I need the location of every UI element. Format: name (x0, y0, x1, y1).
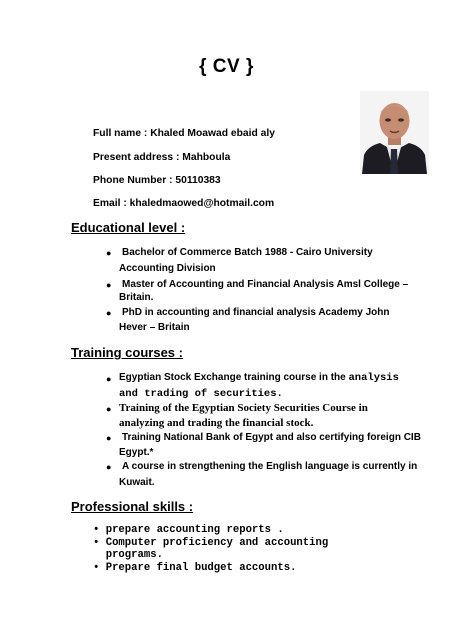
training-item-2-line2: analyzing and trading the financial stock. (119, 417, 314, 429)
skills-heading: Professional skills : (71, 499, 194, 514)
profile-photo (360, 91, 429, 174)
training-heading: Training courses : (71, 345, 183, 360)
bullet-icon: ● (106, 404, 112, 414)
bullet-icon: ● (106, 374, 112, 384)
bullet-icon: ● (106, 433, 112, 443)
skill-line-1: • prepare accounting reports . (93, 524, 284, 536)
skill-line-2: • Computer proficiency and accounting (93, 537, 329, 549)
full-name: Full name : Khaled Moawad ebaid aly (93, 128, 275, 139)
education-item-3-line1: PhD in accounting and financial analysis Academy John (122, 307, 390, 318)
bullet-icon: ● (106, 280, 112, 290)
training-item-1-mono: analysis (348, 372, 399, 384)
training-item-4-line1: A course in strengthening the English language is currently in (122, 461, 418, 472)
education-heading: Educational level : (71, 220, 186, 235)
training-item-1-line2: and trading of securities. (119, 388, 283, 400)
bullet-icon: ● (106, 462, 112, 472)
present-address: Present address : Mahboula (93, 152, 231, 163)
skill-line-4: • Prepare final budget accounts. (93, 562, 297, 574)
education-item-3-line2: Hever – Britain (119, 322, 190, 333)
training-item-4-line2: Kuwait. (119, 477, 155, 488)
education-item-1-line2: Accounting Division (119, 263, 216, 274)
bullet-icon: ● (106, 308, 112, 318)
training-item-3-line2: Egypt.* (119, 447, 154, 458)
education-item-2-line2: Britain. (119, 292, 154, 303)
education-item-2-line1: Master of Accounting and Financial Analysis Amsl College – (122, 279, 409, 290)
education-item-1-line1: Bachelor of Commerce Batch 1988 - Cairo University (122, 247, 373, 258)
training-item-2-line1: Training of the Egyptian Society Securities Course in (119, 402, 368, 414)
profile-photo-image (360, 91, 429, 174)
skill-line-3: programs. (93, 549, 163, 561)
training-item-3-line1: Training National Bank of Egypt and also certifying foreign CIB (122, 432, 421, 443)
cv-title: { CV } (199, 56, 254, 77)
email: Email : khaledmaowed@hotmail.com (93, 198, 275, 209)
phone-number: Phone Number : 50110383 (93, 175, 221, 186)
training-item-1-line1 (119, 372, 399, 384)
training-item-1-text: Egyptian Stock Exchange training course in the (119, 372, 349, 383)
bullet-icon: ● (106, 248, 112, 258)
